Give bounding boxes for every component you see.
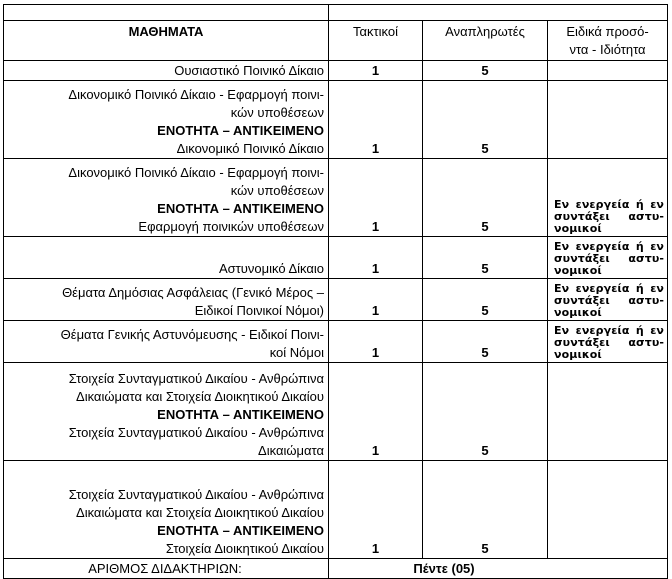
- table-row: [4, 461, 668, 559]
- subject-line: Αστυνομικό Δίκαιο: [218, 261, 324, 276]
- courses-table: [3, 4, 668, 579]
- regular-count: 1: [329, 237, 423, 279]
- subject-line: Δικαιώματα και Στοιχεία Διοικητικού Δικαίου: [76, 389, 324, 404]
- header-qualification-line1: Ειδικά προσό-: [566, 23, 649, 39]
- qualification-cell: [548, 363, 668, 461]
- subject-cell: [4, 321, 329, 363]
- section-heading: ΕΝΟΤΗΤΑ – ΑΝΤΙΚΕΙΜΕΝΟ: [157, 407, 324, 422]
- subject-cell: [4, 81, 329, 159]
- section-heading: ΕΝΟΤΗΤΑ – ΑΝΤΙΚΕΙΜΕΝΟ: [157, 523, 324, 538]
- table-row: [4, 321, 668, 363]
- subject-cell: [4, 159, 329, 237]
- table-row: [4, 159, 668, 237]
- header-qualification: [548, 21, 668, 61]
- substitutes-count: 5: [423, 321, 548, 363]
- subject-line: κών υποθέσεων: [230, 183, 324, 198]
- section-heading: ΕΝΟΤΗΤΑ – ΑΝΤΙΚΕΙΜΕΝΟ: [157, 201, 324, 216]
- header-row: [4, 21, 668, 61]
- regular-count: 1: [329, 61, 423, 81]
- qualification-line: συντάξει αστυ-: [554, 210, 665, 223]
- qualification-line: νομικοί: [554, 222, 602, 235]
- subject-line: κών υποθέσεων: [230, 105, 324, 120]
- qualification-line: συντάξει αστυ-: [554, 336, 665, 349]
- subject-line: Θέματα Γενικής Αστυνόμευσης - Ειδικοί Ποινι-: [60, 327, 324, 342]
- substitutes-count: 5: [423, 81, 548, 159]
- subject-line: Στοιχεία Διοικητικού Δικαίου: [165, 541, 324, 556]
- substitutes-count: 5: [423, 237, 548, 279]
- qualification-cell: [548, 237, 668, 279]
- regular-count: 1: [329, 279, 423, 321]
- qualification-line: Εν ενεργεία ή εν: [554, 324, 665, 337]
- subject-line: Στοιχεία Συνταγματικού Δικαίου - Ανθρώπινα: [68, 425, 324, 440]
- footer-label: ΑΡΙΘΜΟΣ ΔΙΔΑΚΤΗΡΙΩΝ:: [4, 559, 329, 579]
- table-row: [4, 279, 668, 321]
- qualification-cell: [548, 61, 668, 81]
- table-top-row: [4, 5, 668, 21]
- subject-cell: [4, 461, 329, 559]
- qualification-cell: [548, 159, 668, 237]
- table-row: [4, 61, 668, 81]
- empty-top-cell: [4, 5, 329, 21]
- course-rows: [4, 61, 668, 559]
- subject-line: Ειδικοί Ποινικοί Νόμοι): [194, 303, 324, 318]
- subject-line: Εφαρμογή ποινικών υποθέσεων: [138, 219, 324, 234]
- header-subjects: ΜΑΘΗΜΑΤΑ: [4, 21, 329, 61]
- regular-count: 1: [329, 159, 423, 237]
- substitutes-count: 5: [423, 279, 548, 321]
- table-row: [4, 363, 668, 461]
- substitutes-count: 5: [423, 61, 548, 81]
- qualification-line: Εν ενεργεία ή εν: [554, 240, 665, 253]
- qualification-line: συντάξει αστυ-: [554, 294, 665, 307]
- table-row: [4, 81, 668, 159]
- substitutes-count: 5: [423, 461, 548, 559]
- subject-cell: [4, 363, 329, 461]
- subject-line: Δικαιώματα και Στοιχεία Διοικητικού Δικαίου: [76, 505, 324, 520]
- substitutes-count: 5: [423, 363, 548, 461]
- subject-cell: [4, 237, 329, 279]
- subject-line: Στοιχεία Συνταγματικού Δικαίου - Ανθρώπινα: [68, 371, 324, 386]
- qualification-cell: [548, 461, 668, 559]
- footer-value: Πέντε (05): [329, 559, 668, 579]
- qualification-line: Εν ενεργεία ή εν: [554, 282, 665, 295]
- subject-line: Δικονομικό Ποινικό Δίκαιο - Εφαρμογή ποινι-: [68, 165, 324, 180]
- regular-count: 1: [329, 363, 423, 461]
- subject-cell: [4, 279, 329, 321]
- qualification-line: νομικοί: [554, 306, 602, 319]
- qualification-line: Εν ενεργεία ή εν: [554, 198, 665, 211]
- qualification-line: νομικοί: [554, 348, 602, 361]
- qualification-cell: [548, 279, 668, 321]
- subject-line: Στοιχεία Συνταγματικού Δικαίου - Ανθρώπινα: [68, 487, 324, 502]
- section-heading: ΕΝΟΤΗΤΑ – ΑΝΤΙΚΕΙΜΕΝΟ: [157, 123, 324, 138]
- qualification-cell: [548, 321, 668, 363]
- table-row: [4, 237, 668, 279]
- subject-line: Θέματα Δημόσιας Ασφάλειας (Γενικό Μέρος –: [62, 285, 324, 300]
- footer-row: [4, 559, 668, 579]
- subject-cell: [4, 61, 329, 81]
- regular-count: 1: [329, 81, 423, 159]
- qualification-line: συντάξει αστυ-: [554, 252, 665, 265]
- regular-count: 1: [329, 321, 423, 363]
- subject-line: Δικαιώματα: [258, 443, 324, 458]
- subject-line: Δικονομικό Ποινικό Δίκαιο: [176, 141, 324, 156]
- header-regular: Τακτικοί: [329, 21, 423, 61]
- qualification-cell: [548, 81, 668, 159]
- empty-top-cell-right: [329, 5, 668, 21]
- subject-line: Δικονομικό Ποινικό Δίκαιο - Εφαρμογή ποινι-: [68, 87, 324, 102]
- subject-line: Ουσιαστικό Ποινικό Δίκαιο: [174, 63, 324, 78]
- header-substitutes: Αναπληρωτές: [423, 21, 548, 61]
- subject-line: κοί Νόμοι: [269, 345, 324, 360]
- regular-count: 1: [329, 461, 423, 559]
- qualification-line: νομικοί: [554, 264, 602, 277]
- substitutes-count: 5: [423, 159, 548, 237]
- header-qualification-line2: ντα - Ιδιότητα: [569, 41, 646, 57]
